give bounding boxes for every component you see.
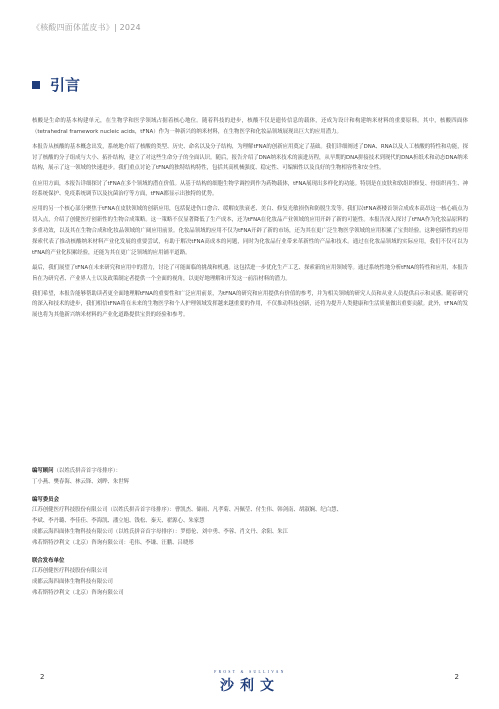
committee-line: 成都云海四面体生物科技有限公司（以姓氏拼音首字母排序）：罗德伦、刘中勇、李蓉、肖文丹、余阳、朱江 <box>32 528 289 535</box>
paragraph: 最后，我们展望了tFNA在未来研究和应用中的潜力，讨论了可能面临的挑战和机遇。这包括进一步优化生产工艺、探索新的应用领域等。通过系统性地分析tFNA的特性和应用，本报告旨在为研究者、产业界人士以及政策制定者提供一个全面的视角，以更好地理解和开发这一前沿材料的潜力。 <box>32 264 468 282</box>
section-title <box>32 74 80 95</box>
orgs-heading: 联合发布单位 <box>32 557 65 564</box>
logo-chinese-text: 沙利文 <box>220 678 280 694</box>
committee-line: 江苏创健医疗科技股份有限公司（以姓氏拼音首字母排序）：曹凯杰、储雨、凡孝菊、冯佩莹、付生伟、韩剑南、胡淑娴、纪白慧、 <box>32 507 342 514</box>
section-title-text: 引言 <box>50 76 81 94</box>
credits-section <box>32 466 468 599</box>
logo-english-text: FROST & SULLIVAN <box>214 670 286 674</box>
org-item: 江苏创健医疗科技股份有限公司 <box>32 568 108 575</box>
paragraph: 本报告从核酸的基本概念出发，系统地介绍了核酸的类型、历史、命名以及分子结构，为理解tFNA的创新应用奠定了基础。我们详细阐述了DNA、RNA以及人工核酸的特性和功能，探讨了核酸的分子组成与大小、拓扑结构，建立了对这些生命分子的全面认识。随后，报告介绍了DNA纳米技术的演进历程，从早期的DNA拼接技术到现代的DNA折纸术和动态DNA纳米结构，展示了这一领域的快速进步。我们重点讨论了tFNA的独特结构特性，包括其高机械强度、稳定性、可编辑性以及良好的生物相容性和安全性。 <box>32 143 468 172</box>
advisors-heading-line <box>32 466 468 477</box>
org-item: 成都云海四面体生物科技有限公司 <box>32 579 113 586</box>
committee-line: 李斌、李丹璐、李佳佳、李海凯、潘立旭、钱松、秦天、翟源心、朱家慧 <box>32 518 205 525</box>
page-number-right: 2 <box>454 673 459 681</box>
paragraph: 我们希望，本报告能够帮助读者更全面地理解tFNA的重要性和广泛应用前景，为tFNA的研究和应用提供有价值的参考，并为相关领域的研究人员和从业人员提供启示和灵感。随着研究的深入和技术的进步，我们相信tFNA将在未来的生物医学和个人护理领域发挥越来越重要的作用，不仅推动科技创新，还将为提升人类健康和生活质量做出重要贡献。此外，tFNA的发展也将为其他新兴纳米材料的产业化道路提供宝贵的经验和参考。 <box>32 290 468 319</box>
paragraph: 应用的另一个核心部分聚焦于tFNA在皮肤领域的创新应用，包括促进伤口愈合、缓解皮肤衰老、美白、修复光敏损伤和防脱生发等。我们以tFNA赛楼首领合成成本高昂这一核心痛点为切入点，介绍了创健医疗创新性的生物合成策略。这一策略不仅显著降低了生产成本，还为tFNA在化妆品产业领域的应用开辟了新的可能性。本报告深入探讨了tFNA作为化妆品原料的多重功效，以及其在生物合成和化妆品领域的广阔应用前景。化妆品领域的应用不仅为tFNA开辟了新的市场，还为其在更广泛生物医学领域的应用积累了宝贵经验。这种创新性的应用探索代表了推动核酸纳米材料产业化发展的重要尝试，有助于解决tFNA高成本的问题，同时为化妆品行业带来革新性的产品和技术。通过在化妆品领域的实际应用，我们不仅可以为tFNA的产业化积累经验，还能为其在更广泛领域的应用铺平道路。 <box>32 206 468 256</box>
committee-heading: 编写委员会 <box>32 496 59 503</box>
committee-line: 弗若斯特沙利文（北京）咨询有限公司：毛伟、李谦、汪鹏、吕晓彤 <box>32 539 194 546</box>
paragraph: 核酸是生命的基本构建单元，在生物学和医学领域占据着核心地位。随着科技的进步，核酸不仅是遗传信息的载体，还成为设计和构建纳米材料的重要原料。其中，核酸四面体（tetrahedral framework nucleic acids，tFNA）作为一种新兴的纳米材料，在生物医学和化妆品领域展现出巨大的应用潜力。 <box>32 118 468 135</box>
advisors-heading: 编写顾问 <box>32 468 54 474</box>
advisors-names: 丁小燕、樊春海、林云锋、刘晔、朱世辉 <box>32 478 130 485</box>
report-header: 《核酸四面体蓝皮书》| 2024 <box>32 23 141 32</box>
title-bullet-square <box>32 81 40 89</box>
frost-sullivan-logo <box>200 670 300 695</box>
org-item: 弗若斯特沙利文（北京）咨询有限公司 <box>32 589 124 596</box>
paragraph: 在应用方面，本报告详细探讨了tFNA在多个领域的潜在价值。从基于结构的细胞生物学调控到作为药物载体，tFNA展现出多样化的功能。特别是在皮肤和软组织修复、骨组织再生、神经系统保护、免疫系统调节以及抗菌治疗等方面，tFNA都显示出独特的优势。 <box>32 180 468 198</box>
advisors-note: （以姓氏拼音首字母排序）： <box>53 468 121 474</box>
page-number-left: 2 <box>40 673 45 681</box>
intro-body <box>32 116 468 325</box>
